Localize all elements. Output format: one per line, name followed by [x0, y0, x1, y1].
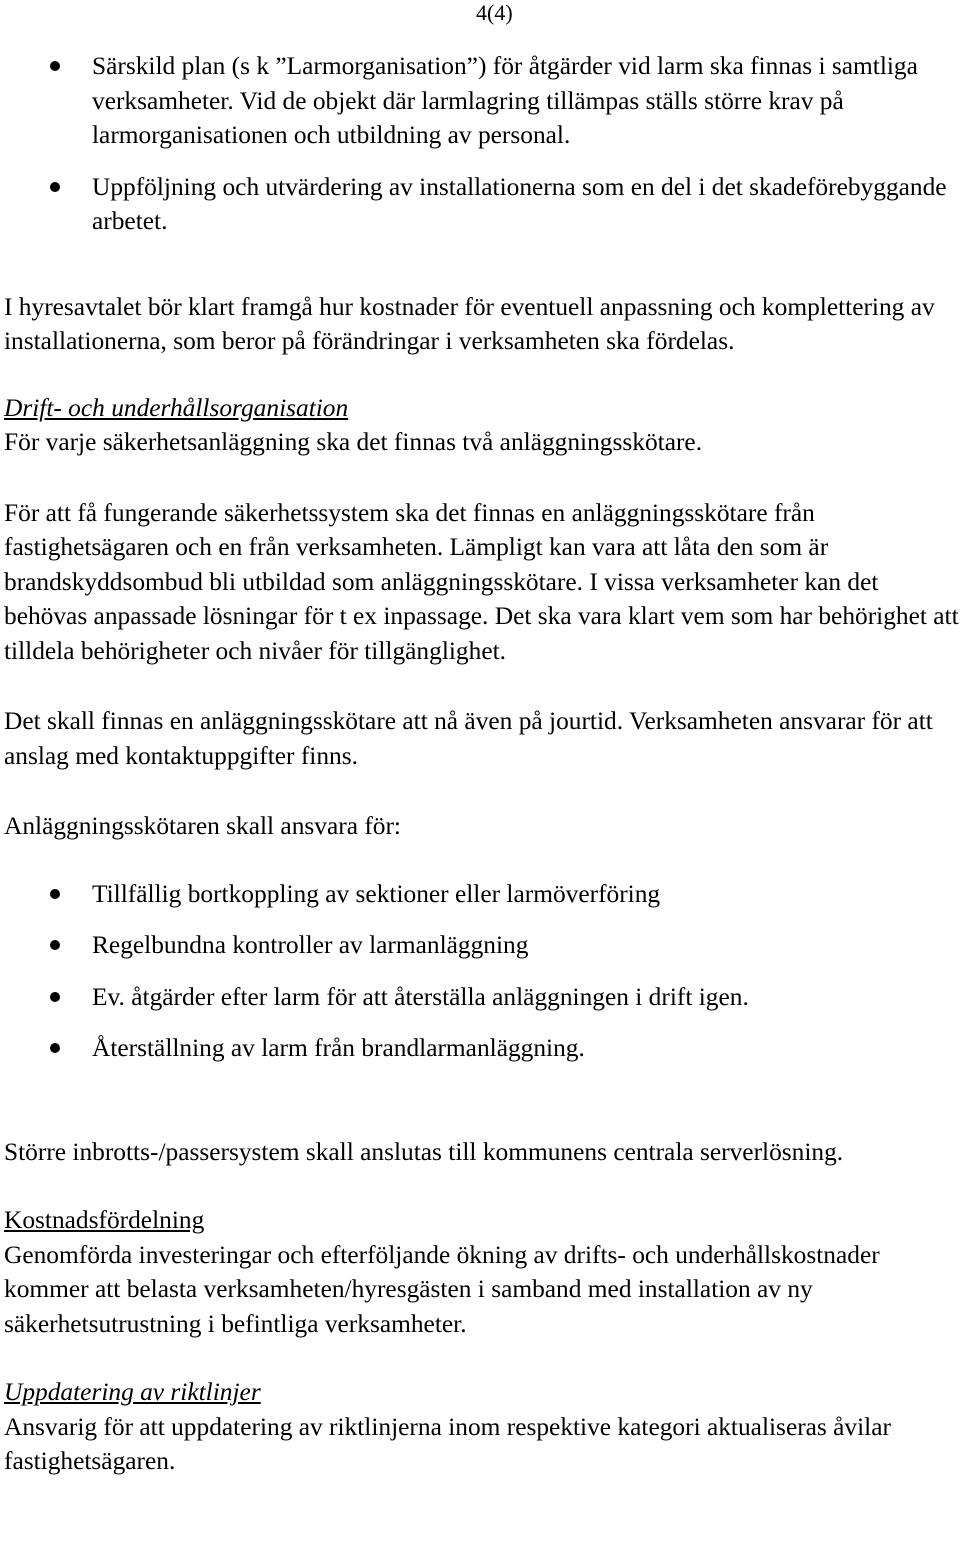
list-item-text: Uppföljning och utvärdering av installationerna som en del i det skadeförebyggande arbetet.	[92, 172, 947, 235]
responsibilities-list	[4, 877, 960, 1066]
page-number: 4(4)	[476, 0, 513, 25]
section-heading-kostnad: Kostnadsfördelning	[4, 1206, 205, 1234]
section-heading-uppdatering: Uppdatering av riktlinjer	[4, 1378, 261, 1406]
list-item	[4, 170, 958, 239]
bullet-icon	[50, 1043, 60, 1053]
list-item	[4, 877, 958, 912]
bullet-icon	[50, 889, 60, 899]
list-item-text: Regelbundna kontroller av larmanläggning	[92, 931, 529, 959]
paragraph-fungerande: För att få fungerande säkerhetssystem ska det finnas en anläggningsskötare från fastighetsägaren och en från verksamheten. Lämpligt kan vara att låta den som är brandskyddsombud bli utbildad som anläggningsskötare. I vissa verksamheter kan det behövas anpassade lösningar för t ex inpassage. Det ska vara klart vem som har behörighet att tilldela behörigheter och nivåer för tillgänglighet.	[4, 498, 959, 665]
list-item-text: Tillfällig bortkoppling av sektioner eller larmöverföring	[92, 879, 661, 908]
list-item	[4, 980, 958, 1015]
list-item-text: Särskild plan (s k ”Larmorganisation”) för åtgärder vid larm ska finnas i samtliga verksamheter. Vid de objekt där larmlagring tillämpas ställs större krav på larmorganisationen och utbildning av personal.	[92, 52, 918, 149]
list-item-text: Återställning av larm från brandlarmanläggning.	[92, 1034, 585, 1062]
requirements-list	[4, 49, 960, 239]
document-body	[4, 49, 960, 1479]
bullet-icon	[50, 182, 60, 192]
bullet-icon	[50, 61, 60, 71]
bullet-icon	[50, 940, 60, 950]
paragraph-hyresavtal: I hyresavtalet bör klart framgå hur kostnader för eventuell anpassning och komplettering av installationerna, som beror på förändringar i verksamheten ska fördelas.	[4, 292, 935, 355]
section-heading-drift: Drift- och underhållsorganisation	[4, 393, 349, 422]
bullet-icon	[50, 992, 60, 1002]
paragraph-inbrott: Större inbrotts-/passersystem skall anslutas till kommunens centrala serverlösning.	[4, 1137, 844, 1166]
list-item	[4, 1031, 958, 1066]
list-item	[4, 49, 958, 153]
list-item	[4, 928, 958, 963]
paragraph-uppdatering: Ansvarig för att uppdatering av riktlinjerna inom respektive kategori aktualiseras åvilar fastighetsägaren.	[4, 1412, 891, 1475]
list-item-text: Ev. åtgärder efter larm för att återställa anläggningen i drift igen.	[92, 982, 749, 1011]
paragraph-ansvar-intro: Anläggningsskötaren skall ansvara för:	[4, 812, 401, 840]
paragraph-kostnad: Genomförda investeringar och efterföljande ökning av drifts- och underhållskostnader kommer att belasta verksamheten/hyresgästen i samband med installation av ny säkerhetsutrustning i befintliga verksamheter.	[4, 1240, 880, 1338]
paragraph-jourtid: Det skall finnas en anläggningsskötare att nå även på jourtid. Verksamheten ansvarar för att anslag med kontaktuppgifter finns.	[4, 707, 933, 770]
paragraph-drift: För varje säkerhetsanläggning ska det finnas två anläggningsskötare.	[4, 428, 703, 456]
